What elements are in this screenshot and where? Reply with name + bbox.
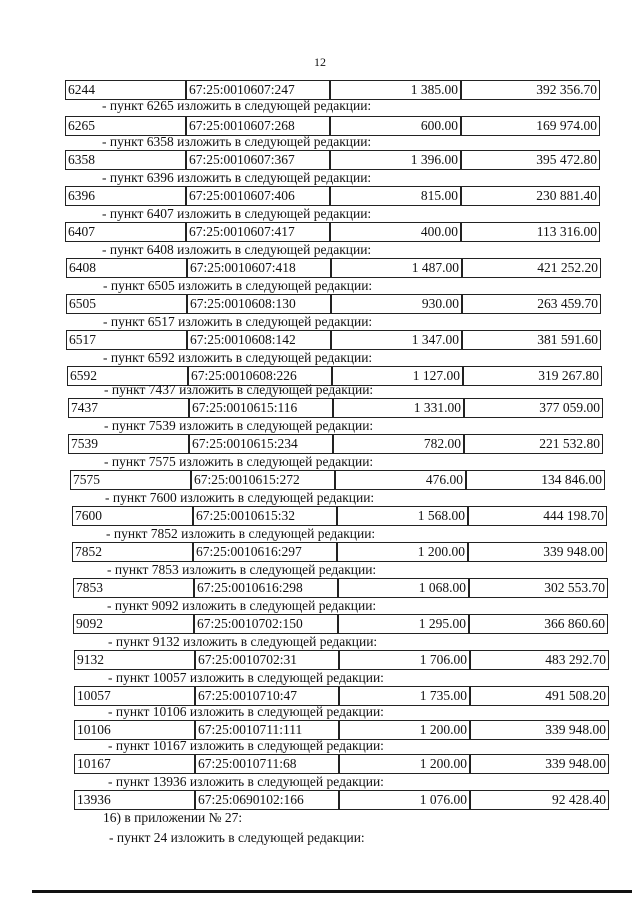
row-number-cell: 10057 [74, 686, 195, 706]
cadastral-number-cell: 67:25:0010615:32 [193, 506, 337, 526]
row-number-cell: 7600 [72, 506, 193, 526]
table-row [73, 578, 609, 598]
area-cell: 1 735.00 [339, 686, 470, 706]
amendment-instruction: - пункт 6407 изложить в следующей редакции: [102, 206, 372, 221]
area-cell: 1 076.00 [339, 790, 470, 810]
amendment-instruction: - пункт 13936 изложить в следующей редакции: [108, 774, 384, 789]
cadastral-number-cell: 67:25:0010710:47 [195, 686, 339, 706]
area-cell: 400.00 [330, 222, 461, 242]
area-cell: 1 385.00 [330, 80, 461, 100]
table-row [68, 398, 604, 418]
table-row [74, 720, 610, 740]
amendment-instruction: - пункт 6265 изложить в следующей редакции: [102, 98, 372, 113]
table-row [70, 470, 606, 490]
amendment-instruction: - пункт 6592 изложить в следующей редакции: [103, 350, 373, 365]
area-cell: 1 347.00 [331, 330, 462, 350]
amendment-instruction: - пункт 7437 изложить в следующей редакции: [104, 382, 374, 397]
amendment-instruction: - пункт 7853 изложить в следующей редакции: [107, 562, 377, 577]
amendment-instruction: - пункт 6517 изложить в следующей редакции: [103, 314, 373, 329]
table-row [74, 754, 610, 774]
amendment-instruction: - пункт 6396 изложить в следующей редакции: [102, 170, 372, 185]
area-cell: 1 200.00 [339, 720, 470, 740]
amendment-instruction: - пункт 10057 изложить в следующей редакции: [108, 670, 384, 685]
table-row [65, 186, 601, 206]
amendment-instruction: - пункт 10167 изложить в следующей редакции: [108, 738, 384, 753]
amendment-instruction: - пункт 24 изложить в следующей редакции: [109, 830, 365, 845]
cadastral-value-cell: 221 532.80 [464, 434, 603, 454]
row-number-cell: 7437 [68, 398, 189, 418]
amendment-instruction: - пункт 6505 изложить в следующей редакции: [103, 278, 373, 293]
row-number-cell: 9132 [74, 650, 195, 670]
table-row [65, 150, 601, 170]
area-cell: 1 487.00 [331, 258, 462, 278]
cadastral-value-cell: 395 472.80 [461, 150, 600, 170]
table-row [65, 222, 601, 242]
row-number-cell: 7539 [68, 434, 189, 454]
cadastral-value-cell: 392 356.70 [461, 80, 600, 100]
cadastral-value-cell: 263 459.70 [462, 294, 601, 314]
area-cell: 1 568.00 [337, 506, 468, 526]
cadastral-value-cell: 381 591.60 [462, 330, 601, 350]
row-number-cell: 9092 [73, 614, 194, 634]
area-cell: 1 295.00 [338, 614, 469, 634]
row-number-cell: 6407 [65, 222, 186, 242]
amendment-instruction: - пункт 6408 изложить в следующей редакции: [102, 242, 372, 257]
cadastral-number-cell: 67:25:0010608:226 [188, 366, 332, 386]
cadastral-value-cell: 230 881.40 [461, 186, 600, 206]
area-cell: 1 068.00 [338, 578, 469, 598]
row-number-cell: 6408 [66, 258, 187, 278]
table-row [74, 650, 610, 670]
table-row [73, 614, 609, 634]
row-number-cell: 6505 [66, 294, 187, 314]
cadastral-value-cell: 113 316.00 [461, 222, 600, 242]
cadastral-value-cell: 491 508.20 [470, 686, 609, 706]
row-number-cell: 13936 [74, 790, 195, 810]
cadastral-value-cell: 377 059.00 [464, 398, 603, 418]
table-row [72, 542, 608, 562]
appendix-heading: 16) в приложении № 27: [103, 810, 243, 825]
cadastral-number-cell: 67:25:0010711:68 [195, 754, 339, 774]
cadastral-value-cell: 302 553.70 [469, 578, 608, 598]
amendment-instruction: - пункт 9092 изложить в следующей редакции: [107, 598, 377, 613]
row-number-cell: 7852 [72, 542, 193, 562]
row-number-cell: 7575 [70, 470, 191, 490]
amendment-instruction: - пункт 7852 изложить в следующей редакции: [106, 526, 376, 541]
cadastral-value-cell: 339 948.00 [470, 754, 609, 774]
cadastral-number-cell: 67:25:0690102:166 [195, 790, 339, 810]
cadastral-number-cell: 67:25:0010607:417 [186, 222, 330, 242]
row-number-cell: 7853 [73, 578, 194, 598]
table-row [65, 80, 601, 100]
row-number-cell: 6396 [65, 186, 186, 206]
table-row [65, 116, 601, 136]
cadastral-number-cell: 67:25:0010616:298 [194, 578, 338, 598]
cadastral-number-cell: 67:25:0010607:247 [186, 80, 330, 100]
cadastral-number-cell: 67:25:0010711:111 [195, 720, 339, 740]
cadastral-number-cell: 67:25:0010608:130 [187, 294, 331, 314]
cadastral-number-cell: 67:25:0010702:150 [194, 614, 338, 634]
table-row [66, 330, 602, 350]
row-number-cell: 6244 [65, 80, 186, 100]
cadastral-number-cell: 67:25:0010615:116 [189, 398, 333, 418]
amendment-instruction: - пункт 7539 изложить в следующей редакции: [104, 418, 374, 433]
cadastral-value-cell: 169 974.00 [461, 116, 600, 136]
cadastral-value-cell: 134 846.00 [466, 470, 605, 490]
cadastral-number-cell: 67:25:0010608:142 [187, 330, 331, 350]
cadastral-value-cell: 366 860.60 [469, 614, 608, 634]
cadastral-number-cell: 67:25:0010607:367 [186, 150, 330, 170]
cadastral-value-cell: 339 948.00 [468, 542, 607, 562]
cadastral-number-cell: 67:25:0010607:268 [186, 116, 330, 136]
area-cell: 782.00 [333, 434, 464, 454]
row-number-cell: 6517 [66, 330, 187, 350]
cadastral-value-cell: 483 292.70 [470, 650, 609, 670]
table-row [68, 434, 604, 454]
cadastral-number-cell: 67:25:0010615:234 [189, 434, 333, 454]
table-row [72, 506, 608, 526]
row-number-cell: 10167 [74, 754, 195, 774]
cadastral-value-cell: 92 428.40 [470, 790, 609, 810]
cadastral-value-cell: 421 252.20 [462, 258, 601, 278]
footer-rule [32, 890, 632, 893]
cadastral-value-cell: 444 198.70 [468, 506, 607, 526]
page-number: 12 [314, 55, 326, 69]
amendment-instruction: - пункт 6358 изложить в следующей редакции: [102, 134, 372, 149]
cadastral-value-cell: 339 948.00 [470, 720, 609, 740]
table-row [74, 790, 610, 810]
table-row [66, 258, 602, 278]
amendment-instruction: - пункт 7575 изложить в следующей редакции: [104, 454, 374, 469]
area-cell: 815.00 [330, 186, 461, 206]
row-number-cell: 6592 [67, 366, 188, 386]
amendment-instruction: - пункт 9132 изложить в следующей редакции: [108, 634, 378, 649]
area-cell: 1 396.00 [330, 150, 461, 170]
table-row [74, 686, 610, 706]
cadastral-number-cell: 67:25:0010615:272 [191, 470, 335, 490]
cadastral-number-cell: 67:25:0010702:31 [195, 650, 339, 670]
amendment-instruction: - пункт 10106 изложить в следующей редакции: [108, 704, 384, 719]
area-cell: 930.00 [331, 294, 462, 314]
row-number-cell: 6265 [65, 116, 186, 136]
row-number-cell: 10106 [74, 720, 195, 740]
area-cell: 600.00 [330, 116, 461, 136]
area-cell: 1 706.00 [339, 650, 470, 670]
cadastral-value-cell: 319 267.80 [463, 366, 602, 386]
area-cell: 1 127.00 [332, 366, 463, 386]
table-row [66, 294, 602, 314]
amendment-instruction: - пункт 7600 изложить в следующей редакции: [105, 490, 375, 505]
row-number-cell: 6358 [65, 150, 186, 170]
area-cell: 1 200.00 [337, 542, 468, 562]
cadastral-number-cell: 67:25:0010607:406 [186, 186, 330, 206]
cadastral-number-cell: 67:25:0010607:418 [187, 258, 331, 278]
area-cell: 476.00 [335, 470, 466, 490]
cadastral-number-cell: 67:25:0010616:297 [193, 542, 337, 562]
area-cell: 1 331.00 [333, 398, 464, 418]
area-cell: 1 200.00 [339, 754, 470, 774]
